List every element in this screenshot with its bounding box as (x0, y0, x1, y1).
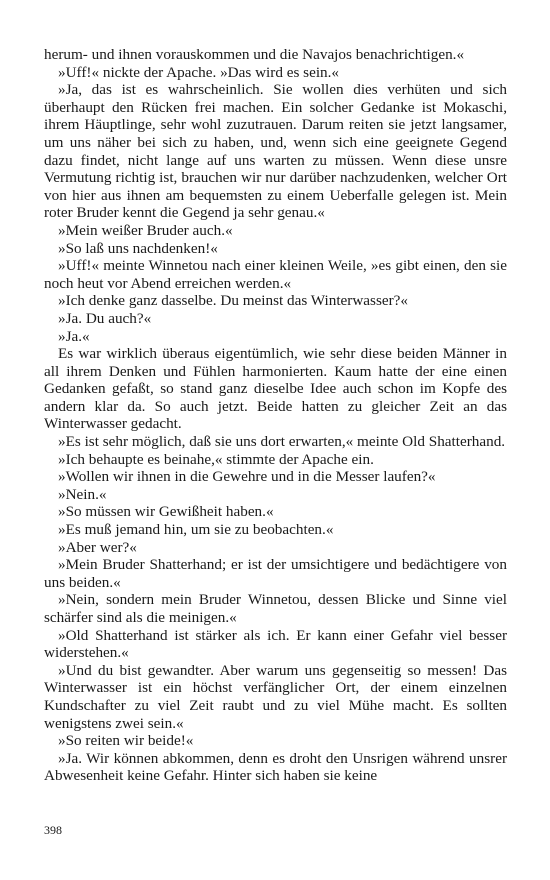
paragraph: »Nein, sondern mein Bruder Winnetou, dessen Blicke und Sinne viel schärfer sind als die meinigen.« (44, 591, 507, 626)
paragraph: »So reiten wir beide!« (58, 732, 194, 750)
paragraph: »So laß uns nachdenken!« (58, 239, 218, 257)
paragraph: »So müssen wir Gewißheit haben.« (58, 503, 274, 521)
paragraph: »Uff!« nickte der Apache. »Das wird es sein.« (58, 63, 340, 81)
paragraph: »Es muß jemand hin, um sie zu beobachten.« (58, 521, 334, 539)
paragraph: »Ich behaupte es beinahe,« stimmte der Apache ein. (58, 450, 374, 468)
paragraph: »Ja, das ist es wahrscheinlich. Sie wollen dies verhüten und sich überhaupt den Rücken frei machen. Ein solcher Gedanke ist Mokaschi, ihrem Häuptlinge, sehr wohl zuzutrauen. Darum reiten sie jetzt langsamer, um uns näher bei sich zu haben, und, wenn sich eine geeignete Gegend dazu findet, nicht lange auf uns warten zu müssen. Wenn diese unsre Vermutung richtig ist, brauchen wir nur darüber nachzudenken, welcher Ort von hier aus ihnen am bequemsten zu einem Ueberfalle gelegen ist. Mein roter Bruder kennt die Gegend ja sehr genau.« (44, 81, 507, 222)
paragraph: »Und du bist gewandter. Aber warum uns gegenseitig so messen! Das Winterwasser ist ein höchst verfänglicher Ort, der einem einzelnen Kundschafter zu viel Zeit raubt und zu viel Mühe macht. Es sollten wenigstens zwei sein.« (44, 661, 507, 732)
paragraph: »Ja. Wir können abkommen, denn es droht den Unsrigen während unsrer Abwesenheit keine Gefahr. Hinter sich haben sie keine (44, 749, 507, 785)
paragraph: »Uff!« meinte Winnetou nach einer kleinen Weile, »es gibt einen, den sie noch heut vor Abend erreichen werden.« (44, 257, 507, 292)
body-text (44, 46, 507, 785)
paragraph: Es war wirklich überaus eigentümlich, wie sehr diese beiden Männer in all ihrem Denken und Fühlen harmonierten. Kaum hatte der eine einen Gedanken gefaßt, so stand ganz dieselbe Idee auch schon im Kopfe des andern klar da. So auch jetzt. Beide hatten zu gleicher Zeit an das Winterwasser gedacht. (44, 345, 507, 433)
paragraph: »Nein.« (58, 485, 107, 503)
paragraph: »Wollen wir ihnen in die Gewehre und in die Messer laufen?« (58, 468, 436, 486)
paragraph: »Ja.« (58, 327, 90, 345)
paragraph: »Mein Bruder Shatterhand; er ist der umsichtigere und bedächtigere von uns beiden.« (44, 556, 507, 591)
paragraph: »Ja. Du auch?« (58, 309, 152, 327)
paragraph: herum- und ihnen vorauskommen und die Navajos benachrichtigen.« (44, 46, 465, 63)
paragraph: »Es ist sehr möglich, daß sie uns dort erwarten,« meinte Old Shatterhand. (58, 433, 506, 451)
page-number: 398 (44, 823, 62, 837)
paragraph: »Aber wer?« (58, 538, 137, 556)
paragraph: »Mein weißer Bruder auch.« (58, 221, 233, 239)
paragraph: »Old Shatterhand ist stärker als ich. Er kann einer Gefahr viel besser widerstehen.« (44, 626, 507, 662)
paragraph: »Ich denke ganz dasselbe. Du meinst das Winterwasser?« (58, 292, 408, 310)
